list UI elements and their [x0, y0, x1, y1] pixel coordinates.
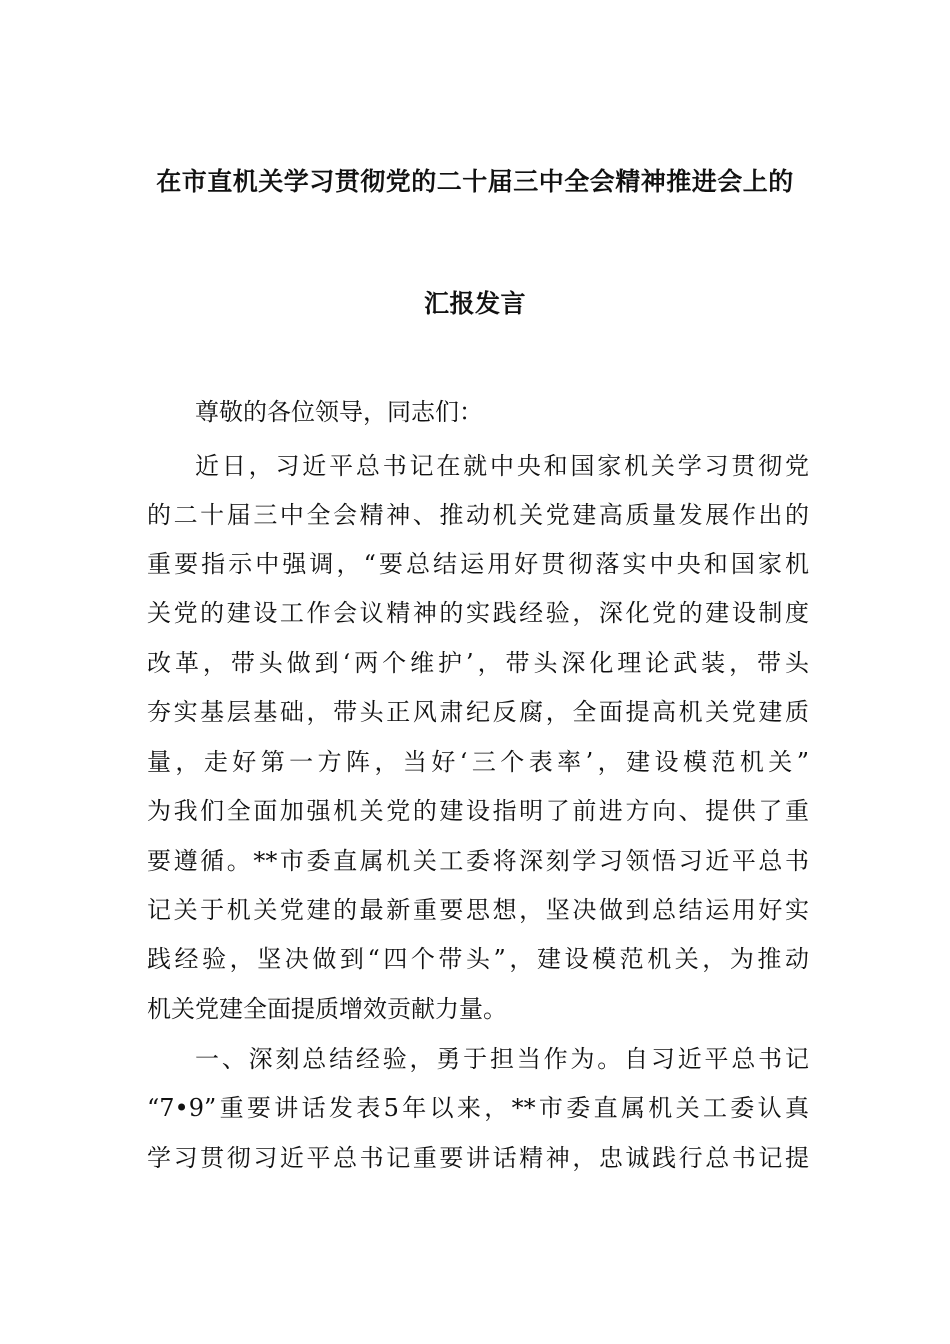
body-line: 记关于机关党建的最新重要思想，坚决做到总结运用好实: [147, 896, 809, 924]
body-line: 的二十届三中全会精神、推动机关党建高质量发展作出的: [147, 501, 809, 529]
body-line: 近日，习近平总书记在就中央和国家机关学习贯彻党: [195, 452, 809, 480]
body-line: 夯实基层基础，带头正风肃纪反腐，全面提高机关党建质: [147, 698, 809, 726]
section-heading-line: 一、深刻总结经验，勇于担当作为。自习近平总书记: [195, 1045, 809, 1073]
body-line: 为我们全面加强机关党的建设指明了前进方向、提供了重: [147, 797, 809, 825]
body-line: 量，走好第一方阵，当好‘三个表率’，建设模范机关”: [147, 748, 809, 776]
document-title-line-2: 汇报发言: [423, 289, 526, 318]
document-title-line-1: 在市直机关学习贯彻党的二十届三中全会精神推进会上的: [156, 167, 794, 196]
salutation: 尊敬的各位领导，同志们：: [195, 398, 483, 426]
body-line: 机关党建全面提质增效贡献力量。: [147, 995, 507, 1023]
body-line: 学习贯彻习近平总书记重要讲话精神，忠诚践行总书记提: [147, 1144, 809, 1172]
body-line: 改革，带头做到‘两个维护’，带头深化理论武装，带头: [147, 649, 809, 677]
body-line: 践经验，坚决做到“四个带头”，建设模范机关，为推动: [147, 945, 809, 973]
body-line: 重要指示中强调，“要总结运用好贯彻落实中央和国家机: [147, 550, 809, 578]
body-line: 要遵循。**市委直属机关工委将深刻学习领悟习近平总书: [147, 847, 809, 875]
body-line: “7•9”重要讲话发表5年以来，**市委直属机关工委认真: [147, 1094, 809, 1122]
body-line: 关党的建设工作会议精神的实践经验，深化党的建设制度: [147, 599, 809, 627]
